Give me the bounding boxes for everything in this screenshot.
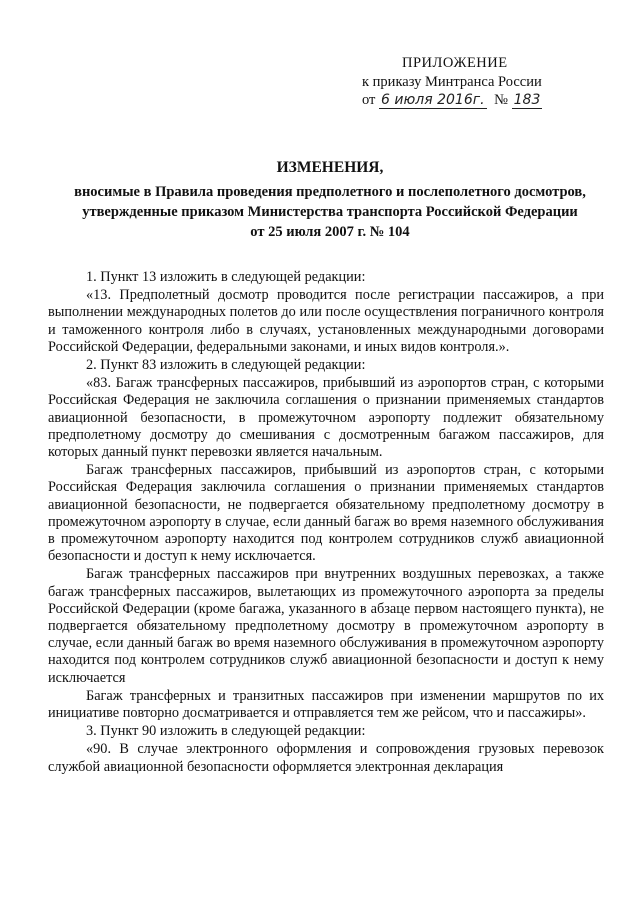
paragraph-item-1: 1. Пункт 13 изложить в следующей редакции:: [86, 269, 366, 285]
document-body: [48, 268, 604, 777]
paragraph-83-a: «83. Багаж трансферных пассажиров, прибывший из аэропортов стран, с которыми Российская Федерация не заключила соглашения о признании применяемых стандартов авиационной безопасности, в промежуточном аэропорту подлежит обязательному предполетному досмотру до смешивания с досмотренным багажом пассажиров, для которых данный пункт перевозки является начальным.: [48, 375, 604, 461]
paragraph-83-d: Багаж трансферных и транзитных пассажиров при изменении маршрутов по их инициативе повторно досматривается и отправляется тем же рейсом, что и пассажиры».: [48, 687, 604, 722]
document-heading: [40, 158, 620, 242]
appendix-title: ПРИЛОЖЕНИЕ: [402, 55, 508, 71]
paragraph-item-3: 3. Пункт 90 изложить в следующей редакции:: [86, 723, 366, 740]
heading-line-2: утвержденные приказом Министерства транспорта Российской Федерации: [82, 204, 578, 220]
paragraph-90: «90. В случае электронного оформления и сопровождения грузовых перевозок службой авиационной безопасности оформляется электронная декларация: [48, 741, 604, 775]
paragraph-83-c: Багаж трансферных пассажиров при внутренних воздушных перевозках, а также багаж трансферных пассажиров, вылетающих из промежуточного аэропорта за пределы Российской Федерации (кроме багажа, указанного в абзаце первом настоящего пункта), не подвергается обязательному предполетному досмотру в промежуточном аэропорту в случае, если данный багаж во время наземного обслуживания в промежуточном аэропорту находится под контролем сотрудников служб авиационной безопасности и доступ к нему исключается: [48, 566, 604, 686]
date-prefix: от: [362, 92, 376, 108]
paragraph-83-b: Багаж трансферных пассажиров, прибывший из аэропортов стран, с которыми Российская Федерация заключила соглашения о признании применяемых стандартов авиационной безопасности, не подвергается обязательному предполетному досмотру в промежуточном аэропорту в случае, если данный багаж во время наземного обслуживания в промежуточном аэропорту находится под контролем сотрудников служб авиационной безопасности и доступ к нему исключается.: [48, 462, 604, 565]
heading-line-1: вносимые в Правила проведения предполетного и послеполетного досмотров,: [74, 184, 586, 200]
handwritten-number: 183: [513, 92, 541, 108]
appendix-date-line: [362, 91, 542, 109]
heading-title: ИЗМЕНЕНИЯ,: [276, 159, 384, 176]
heading-line-3: от 25 июля 2007 г. № 104: [250, 224, 410, 240]
paragraph-item-2: 2. Пункт 83 изложить в следующей редакции:: [86, 357, 366, 374]
appendix-order-line: к приказу Минтранса России: [362, 74, 542, 90]
paragraph-13: «13. Предполетный досмотр проводится после регистрации пассажиров, а при выполнении международных полетов до или после осуществления пограничного контроля и таможенного контроля либо в случаях, установленных международными договорами Российской Федерации, федеральными законами, и иных видов контроля.».: [48, 287, 604, 355]
number-prefix: №: [494, 92, 508, 108]
handwritten-date: 6 июля 2016г.: [381, 92, 485, 108]
